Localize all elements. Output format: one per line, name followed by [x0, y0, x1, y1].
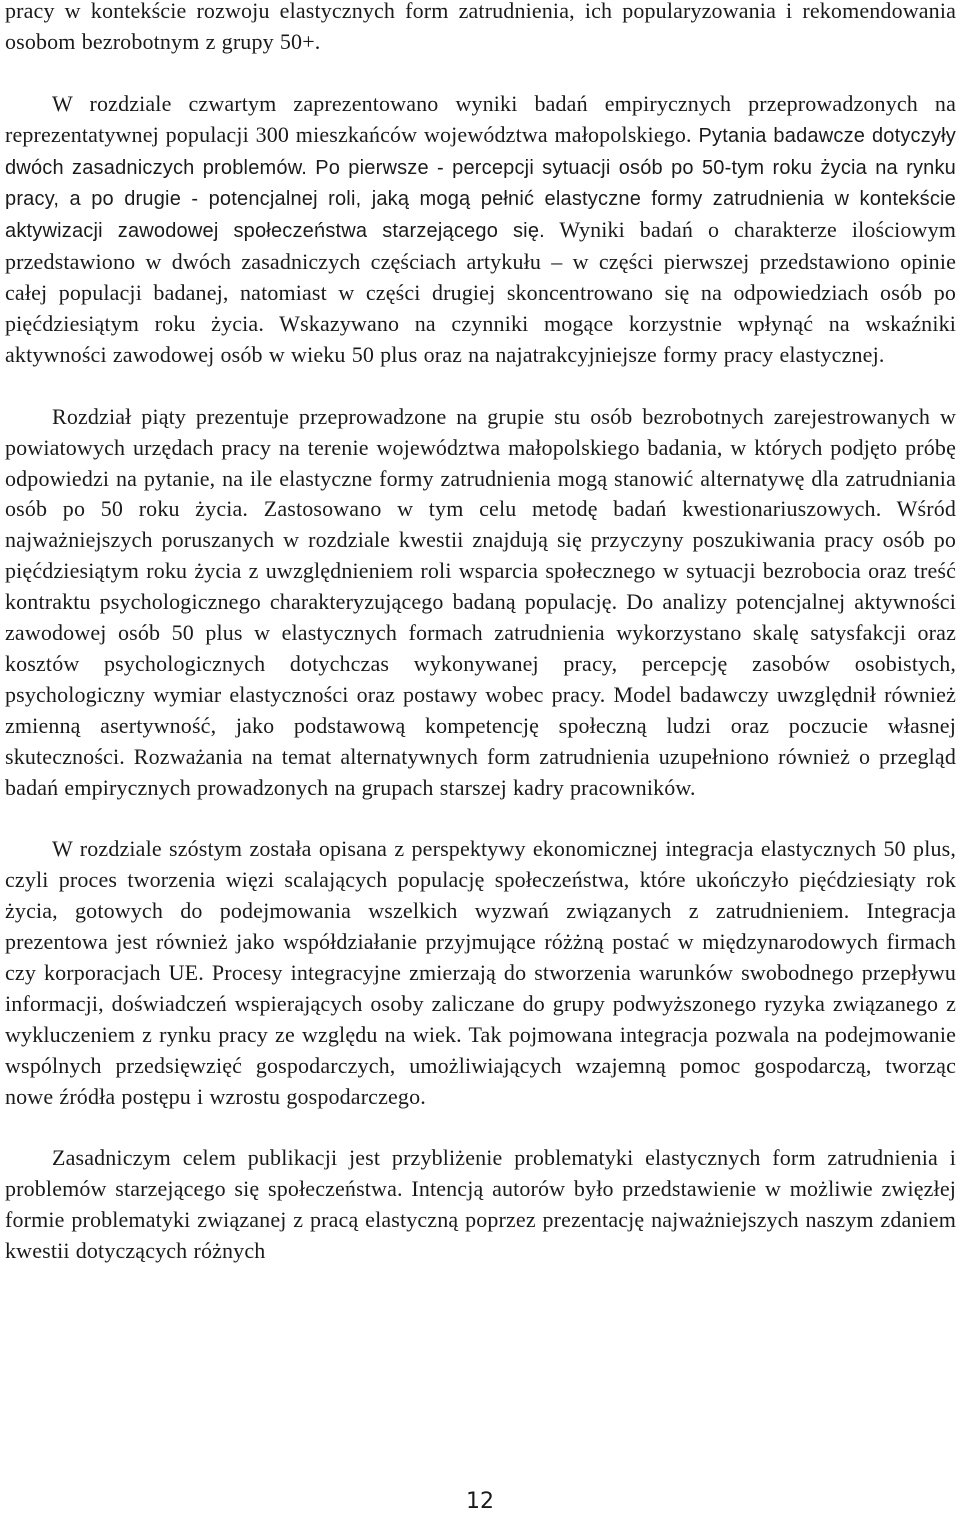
paragraph-continuation [5, 0, 956, 58]
paragraph-text: Wyniki badań o charakterze ilościowym przedstawiono w dwóch zasadniczych częściach artykułu – w części pierwszej przedstawiono opinie całej populacji badanej, natomiast w części drugiej skoncentrowano się na odpowiedziach osób po pięćdziesiątym roku życia. Wskazywano na czynniki mogące korzystnie wpłynąć na wskaźniki aktywności zawodowej osób w wieku 50 plus oraz na najatrakcyjniejsze formy pracy elastycznej. [5, 217, 956, 367]
paragraph-text: Zasadniczym celem publikacji jest przybliżenie problematyki elastycznych form zatrudnienia i problemów starzejącego się społeczeństwa. Intencją autorów było przedstawienie w możliwie zwięzłej formie problematyki związanej z pracą elastyczną poprzez prezentację najważniejszych naszym zdaniem kwestii dotyczących różnych [5, 1145, 956, 1264]
page-number: 12 [466, 1489, 494, 1514]
paragraph-chapter-five [5, 402, 956, 804]
paragraph-chapter-six [5, 834, 956, 1112]
paragraph-chapter-four [5, 89, 956, 371]
paragraph-text-sans: Pytania badawcze dotyczyły dwóch zasadniczych problemów. Po pierwsze - percepcji sytuacji osób po 50-tym roku życia na rynku pracy, a po drugie - potencjalnej roli, jaką mogą pełnić elastyczne formy zatrudnienia w kontekście aktywizacji zawodowej społeczeństwa starzejącego się. [5, 124, 956, 243]
paragraph-text: pracy w kontekście rozwoju elastycznych form zatrudnienia, ich popularyzowania i rekomendowania osobom bezrobotnym z grupy 50+. [5, 0, 956, 54]
paragraph-publication-goal [5, 1143, 956, 1267]
paragraph-text: Rozdział piąty prezentuje przeprowadzone na grupie stu osób bezrobotnych zarejestrowanych w powiatowych urzędach pracy na terenie województwa małopolskiego badania, w których podjęto próbę odpowiedzi na pytanie, na ile elastyczne formy zatrudnienia mogą stanowić alternatywę dla zatrudniania osób po 50 roku życia. Zastosowano w tym celu metodę badań kwestionariuszowych. Wśród najważniejszych poruszanych w rozdziale kwestii znajdują się przyczyny poszukiwania pracy osób po pięćdziesiątym roku życia z uwzględnieniem roli wsparcia społecznego w sytuacji bezrobocia oraz treść kontraktu psychologicznego charakteryzującego badaną populację. Do analizy potencjalnej aktywności zawodowej osób 50 plus w elastycznych formach zatrudnienia wykorzystano skalę satysfakcji oraz kosztów psychologicznych dotychczas wykonywanej pracy, percepcję zasobów osobistych, psychologiczny wymiar elastyczności oraz postawy wobec pracy. Model badawczy uwzględnił również zmienną asertywność, jako podstawową kompetencję społeczną ludzi oraz poczucie własnej skuteczności. Rozważania na temat alternatywnych form zatrudnienia uzupełniono również o przegląd badań empirycznych prowadzonych na grupach starszej kadry pracowników. [5, 403, 956, 800]
paragraph-text: W rozdziale szóstym została opisana z perspektywy ekonomicznej integracja elastycznych 50 plus, czyli proces tworzenia więzi scalających populację społeczeństwa, które ukończyło pięćdziesiąty rok życia, gotowych do podejmowania wszelkich wyzwań związanych z zatrudnieniem. Integracja prezentowa jest również jako współdziałanie przyjmujące różżną postać w międzynarodowych firmach czy korporacjach UE. Procesy integracyjne zmierzają do stworzenia warunków swobodnego przepływu informacji, doświadczeń wspierających osoby zaliczane do grupy podwyższonego ryzyka związanego z wykluczeniem z rynku pracy ze względu na wiek. Tak pojmowana integracja pozwala na podejmowanie wspólnych przedsięwzięć gospodarczych, umożliwiających wzajemną pomoc gospodarczą, tworząc nowe źródła postępu i wzrostu gospodarczego. [5, 836, 956, 1109]
paragraph-text: W rozdziale czwartym zaprezentowano wyniki badań empirycznych przeprowadzonych na reprezentatywnej populacji 300 mieszkańców województwa małopolskiego. [5, 90, 956, 147]
body-text [5, 0, 956, 1267]
